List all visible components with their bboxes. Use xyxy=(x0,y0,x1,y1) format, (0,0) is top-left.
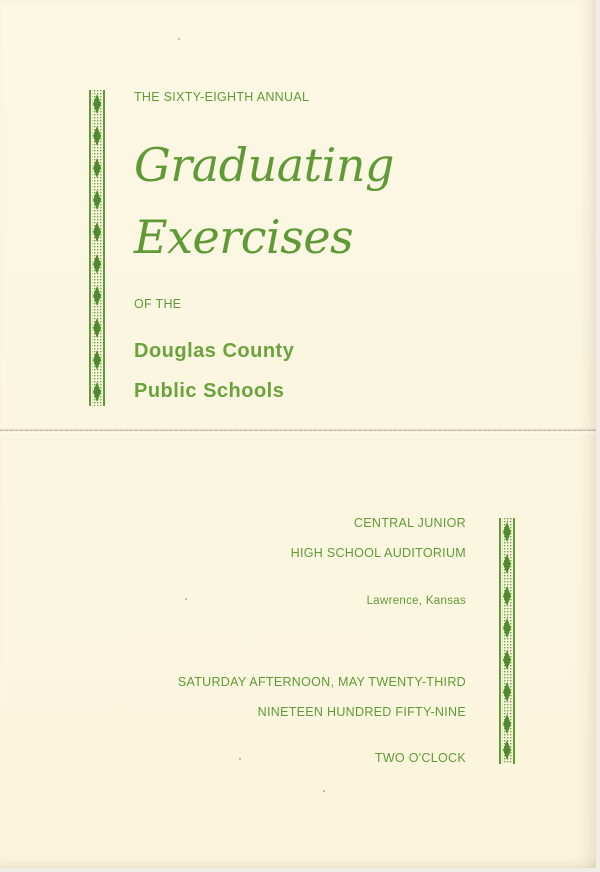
right-diamond-border-icon xyxy=(498,518,516,764)
schedule-day-line: SATURDAY AFTERNOON, MAY TWENTY-THIRD xyxy=(177,675,466,689)
schedule-time-line: TWO O'CLOCK xyxy=(374,751,466,765)
org-name-line-1: Douglas County xyxy=(134,340,295,362)
venue-city: Lawrence, Kansas xyxy=(366,595,466,607)
paper-speck xyxy=(185,598,187,600)
schedule-year-line: NINETEEN HUNDRED FIFTY-NINE xyxy=(257,705,466,719)
paper-fold-crease xyxy=(0,428,596,434)
paper-speck xyxy=(323,790,325,792)
script-title-exercises: Exercises xyxy=(134,210,354,264)
annual-line: THE SIXTY-EIGHTH ANNUAL xyxy=(134,90,310,104)
of-the-line: OF THE xyxy=(134,297,182,311)
paper-speck xyxy=(239,758,241,760)
left-diamond-border-icon xyxy=(88,90,106,406)
venue-line-1: CENTRAL JUNIOR xyxy=(353,516,466,530)
script-title-graduating: Graduating xyxy=(134,138,394,192)
paper-speck xyxy=(178,38,180,40)
venue-line-2: HIGH SCHOOL AUDITORIUM xyxy=(290,546,466,560)
paper-fold-line xyxy=(0,430,596,431)
org-name-line-2: Public Schools xyxy=(134,380,285,402)
